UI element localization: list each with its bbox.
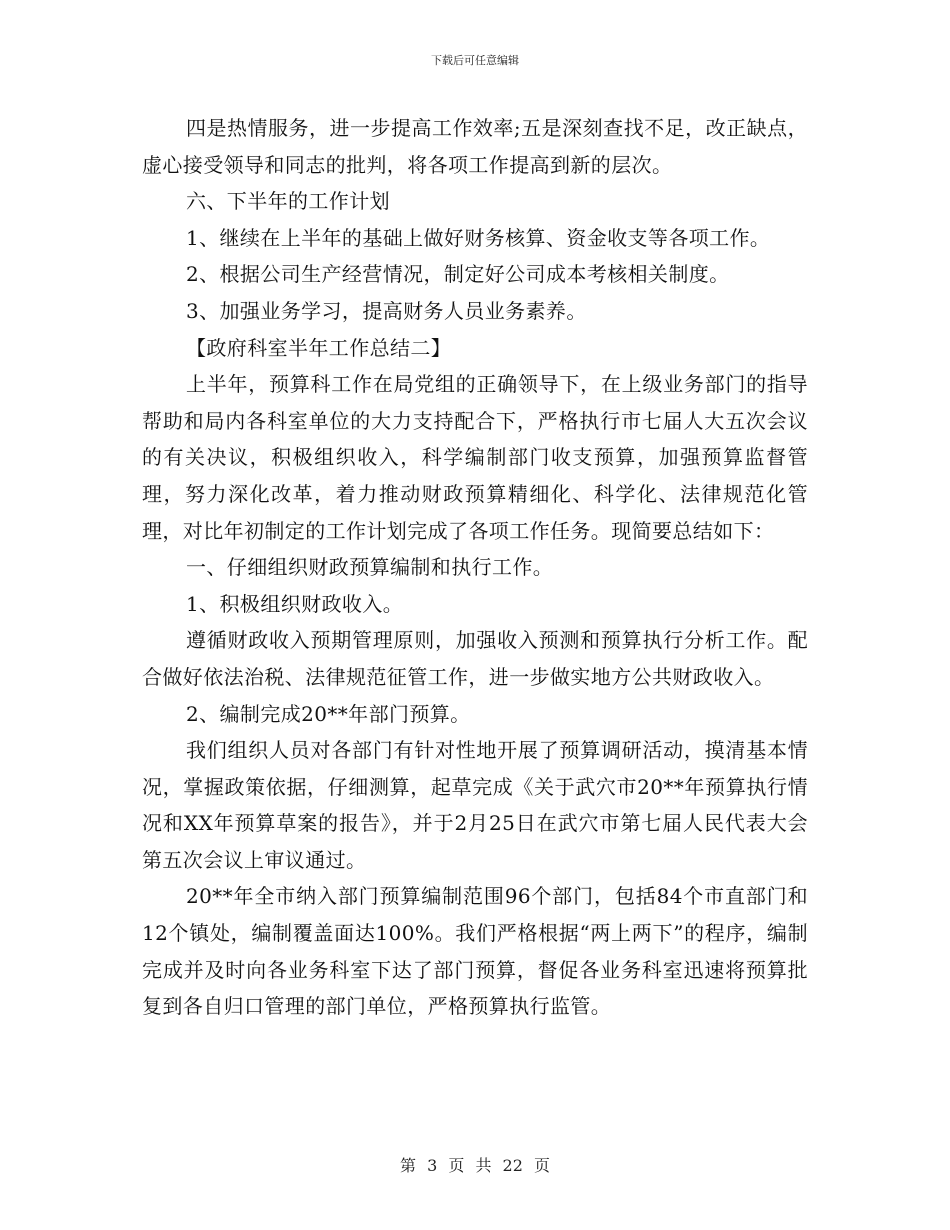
document-body	[142, 110, 808, 1025]
subsection-heading: 2、编制完成20**年部门预算。	[186, 701, 471, 726]
list-item: 1、继续在上半年的基础上做好财务核算、资金收支等各项工作。	[186, 225, 771, 250]
paragraph: 我们组织人员对各部门有针对性地开展了预算调研活动，摸清基本情况，掌握政策依据，仔细测算，起草完成《关于武穴市20**年预算执行情况和XX年预算草案的报告》，并于2月25日在武穴市第七届人民代表大会第五次会议上审议通过。	[142, 738, 808, 872]
paragraph: 遵循财政收入预期管理原则，加强收入预测和预算执行分析工作。配合做好依法治税、法律规范征管工作，进一步做实地方公共财政收入。	[142, 628, 808, 689]
list-item: 3、加强业务学习，提高财务人员业务素养。	[186, 298, 587, 323]
document-subtitle: 【政府科室半年工作总结二】	[186, 335, 452, 360]
section-heading: 一、仔细组织财政预算编制和执行工作。	[186, 555, 554, 580]
subsection-heading: 1、积极组织财政收入。	[186, 591, 404, 616]
paragraph: 上半年，预算科工作在局党组的正确领导下，在上级业务部门的指导帮助和局内各科室单位的大力支持配合下，严格执行市七届人大五次会议的有关决议，积极组织收入，科学编制部门收支预算，加强预算监督管理，努力深化改革，着力推动财政预算精细化、科学化、法律规范化管理，对比年初制定的工作计划完成了各项工作任务。现简要总结如下：	[142, 372, 808, 543]
paragraph: 20**年全市纳入部门预算编制范围96个部门，包括84个市直部门和12个镇处，编制覆盖面达100%。我们严格根据“两上两下”的程序，编制完成并及时向各业务科室下达了部门预算，督促各业务科室迅速将预算批复到各自归口管理的部门单位，严格预算执行监管。	[142, 884, 808, 1019]
paragraph: 四是热情服务，进一步提高工作效率;五是深刻查找不足，改正缺点，虚心接受领导和同志的批判，将各项工作提高到新的层次。	[142, 116, 808, 177]
list-item: 2、根据公司生产经营情况，制定好公司成本考核相关制度。	[186, 262, 730, 287]
section-heading: 六、下半年的工作计划	[186, 189, 390, 214]
page-header: 下载后可任意编辑	[431, 54, 519, 67]
page-number-footer: 第 3 页 共 22 页	[400, 1156, 550, 1175]
